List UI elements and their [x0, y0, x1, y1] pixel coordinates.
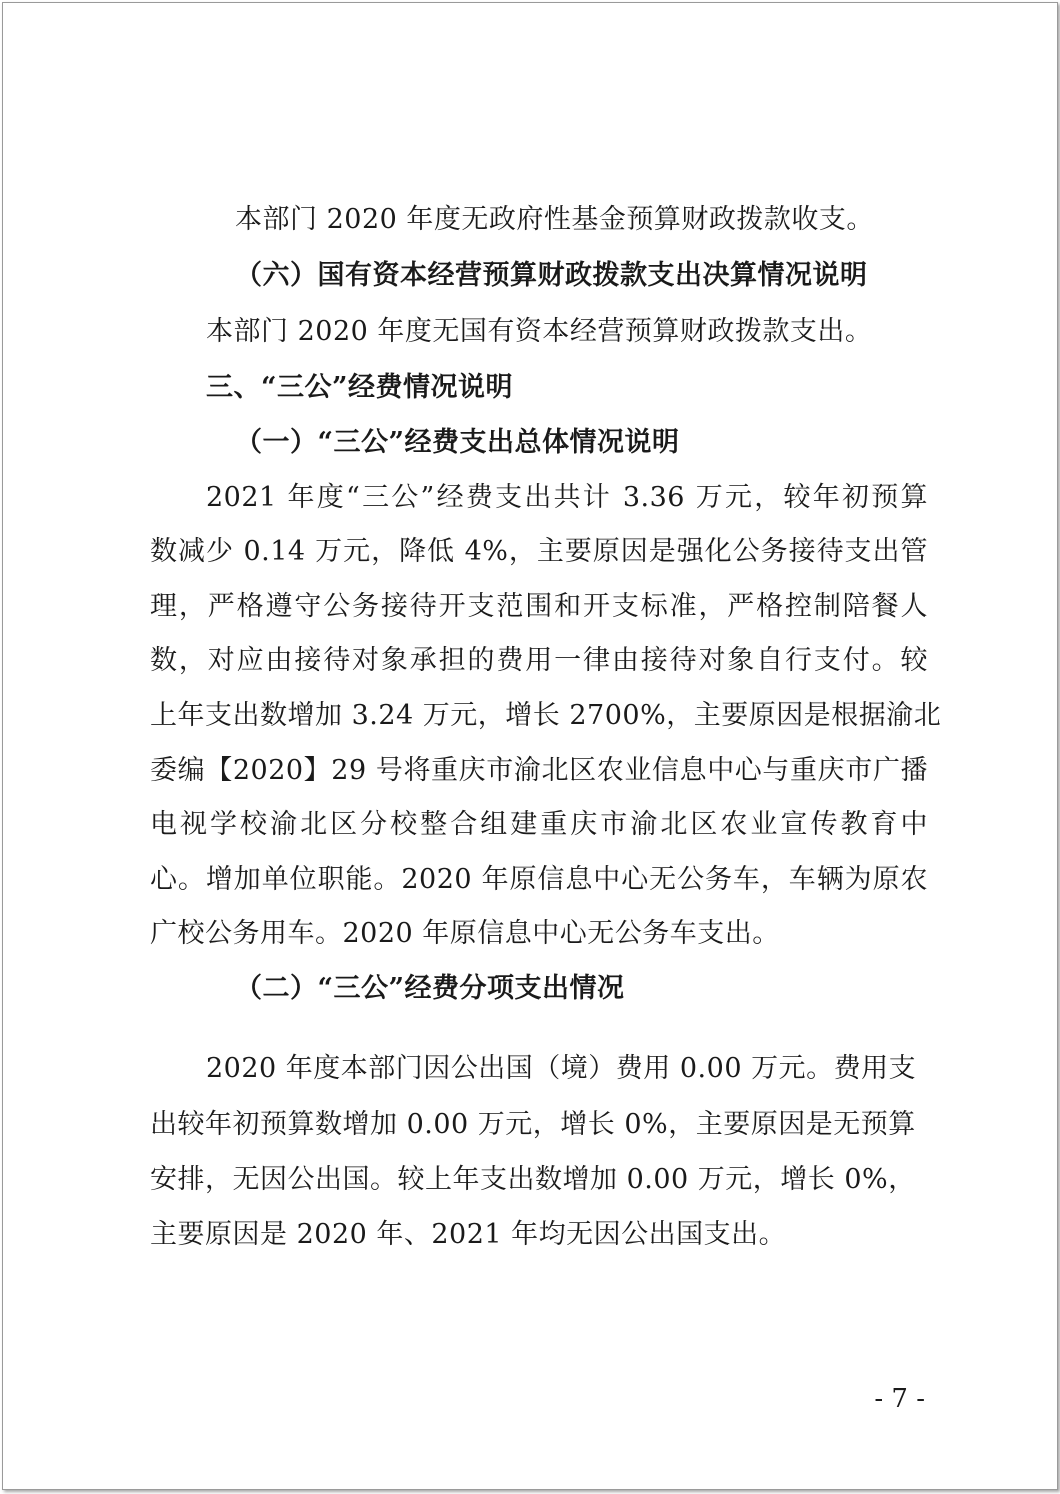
- section-heading: （六）国有资本经营预算财政拨款支出决算情况说明: [235, 260, 868, 291]
- paragraph-line: 数，对应由接待对象承担的费用一律由接待对象自行支付。较: [150, 645, 928, 676]
- paragraph-line: 2020 年度本部门因公出国（境）费用 0.00 万元。费用支: [206, 1053, 917, 1084]
- paragraph-line: 广校公务用车。2020 年原信息中心无公务车支出。: [150, 918, 780, 949]
- section-heading: （二）“三公”经费分项支出情况: [235, 973, 625, 1004]
- paragraph-line: 数减少 0.14 万元，降低 4%，主要原因是强化公务接待支出管: [150, 536, 928, 567]
- paragraph-line: 出较年初预算数增加 0.00 万元，增长 0%，主要原因是无预算: [150, 1109, 916, 1140]
- paragraph-line: 电视学校渝北区分校整合组建重庆市渝北区农业宣传教育中: [150, 809, 928, 840]
- document-page: [2, 2, 1058, 1490]
- paragraph-line: 上年支出数增加 3.24 万元，增长 2700%，主要原因是根据渝北: [150, 700, 942, 731]
- paragraph-line: 心。增加单位职能。2020 年原信息中心无公务车，车辆为原农: [150, 864, 928, 895]
- paragraph-line: 主要原因是 2020 年、2021 年均无因公出国支出。: [150, 1219, 787, 1250]
- paragraph-line: 本部门 2020 年度无国有资本经营预算财政拨款支出。: [206, 316, 873, 347]
- page-number: - 7 -: [874, 1384, 925, 1414]
- section-heading: 三、“三公”经费情况说明: [206, 372, 514, 403]
- paragraph-line: 安排，无因公出国。较上年支出数增加 0.00 万元，增长 0%，: [150, 1164, 916, 1195]
- section-heading: （一）“三公”经费支出总体情况说明: [235, 427, 680, 458]
- paragraph-line: 本部门 2020 年度无政府性基金预算财政拨款收支。: [235, 204, 874, 235]
- paragraph-line: 理，严格遵守公务接待开支范围和开支标准，严格控制陪餐人: [150, 591, 928, 622]
- paragraph-line: 委编【2020】29 号将重庆市渝北区农业信息中心与重庆市广播: [150, 755, 928, 786]
- paragraph-line: 2021 年度“三公”经费支出共计 3.36 万元，较年初预算: [206, 482, 928, 513]
